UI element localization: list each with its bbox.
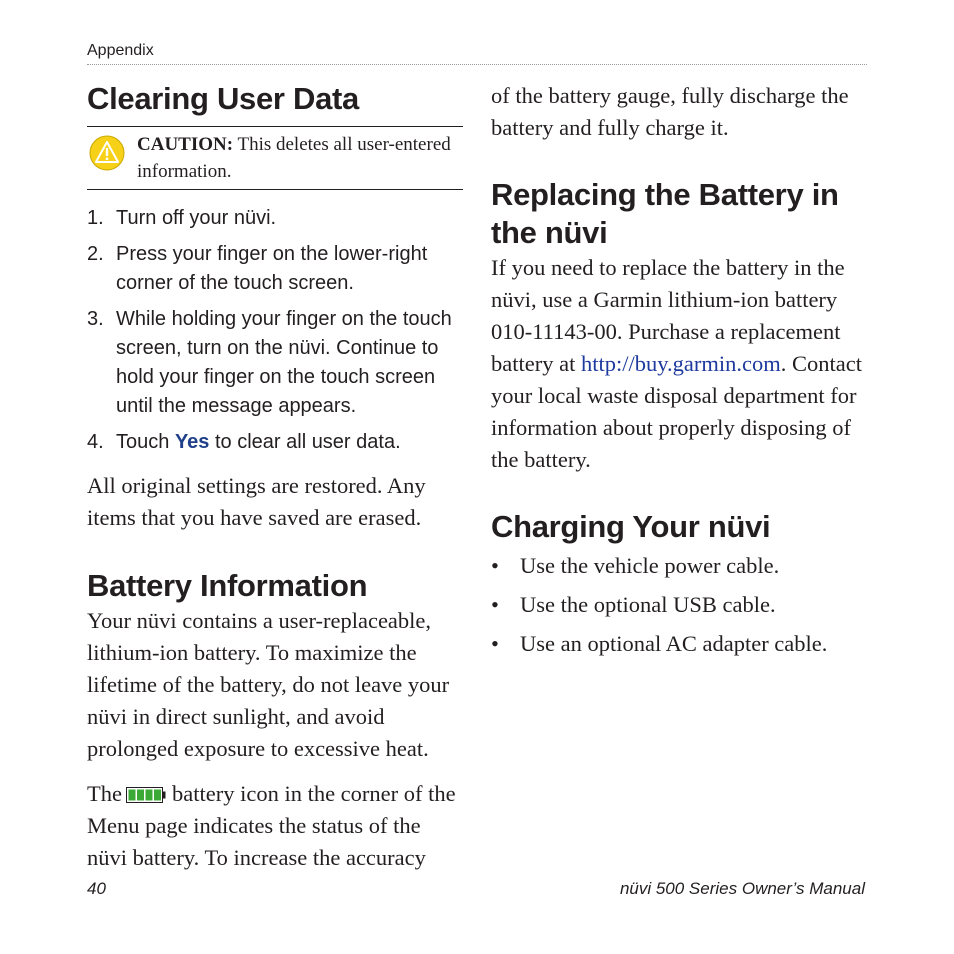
- garmin-buy-link[interactable]: http://buy.garmin.com: [580, 351, 781, 376]
- list-item-text: Use an optional AC adapter cable.: [520, 631, 828, 656]
- list-item: [491, 550, 869, 582]
- charging-heading: Charging Your nüvi: [491, 509, 771, 544]
- step-number: 2.: [87, 243, 104, 265]
- charging-options-list: [491, 550, 869, 660]
- bullet: •: [491, 631, 499, 656]
- clear-data-steps: [87, 204, 463, 457]
- step-text: Press your finger on the lower-right corner of the touch screen.: [116, 243, 428, 294]
- replacing-battery-heading: Replacing the Battery in the nüvi: [491, 177, 839, 250]
- step-text-after: to clear all user data.: [209, 431, 401, 453]
- step-4: [87, 428, 463, 457]
- step-text-before: Touch: [116, 431, 175, 453]
- battery-text-after: battery icon in the corner of the Menu page indicates the status of the nüvi battery. To increase the accuracy: [87, 781, 456, 870]
- battery-information-heading: Battery Information: [87, 568, 368, 603]
- step-number: 1.: [87, 207, 104, 229]
- battery-full-icon: [126, 780, 166, 796]
- list-item: [491, 589, 869, 621]
- header-rule: [87, 64, 867, 65]
- list-item-text: Use the vehicle power cable.: [520, 553, 780, 578]
- replacing-battery-paragraph: [491, 252, 869, 476]
- right-column: [491, 80, 869, 667]
- page-number: 40: [87, 879, 106, 898]
- left-column: [87, 80, 463, 874]
- caution-label: CAUTION:: [137, 134, 234, 155]
- battery-gauge-continuation: of the battery gauge, fully discharge the battery and fully charge it.: [491, 83, 849, 140]
- running-head: Appendix: [87, 42, 154, 59]
- battery-text-before: The: [87, 781, 122, 806]
- yes-keyword: Yes: [174, 431, 210, 453]
- list-item-text: Use the optional USB cable.: [520, 592, 776, 617]
- replacing-text-after: . Contact your local waste disposal department for information about properly disposing of the battery.: [491, 351, 862, 472]
- clearing-result-text: All original settings are restored. Any items that you have saved are erased.: [87, 473, 426, 530]
- battery-info-paragraph: Your nüvi contains a user-replaceable, lithium-ion battery. To maximize the lifetime of the battery, do not leave your nüvi in direct sunlight, and avoid prolonged exposure to excessive heat.: [87, 608, 450, 761]
- step-1: [87, 204, 463, 233]
- replacing-text-before: If you need to replace the battery in the nüvi, use a Garmin lithium-ion battery 010-11143-00. Purchase a replacement battery at: [491, 255, 845, 376]
- bullet: •: [491, 553, 499, 578]
- step-text: Turn off your nüvi.: [116, 207, 277, 229]
- list-item: [491, 628, 869, 660]
- bullet: •: [491, 592, 499, 617]
- step-number: 4.: [87, 431, 104, 453]
- clearing-user-data-heading: Clearing User Data: [87, 81, 359, 116]
- caution-warning-icon: [89, 135, 125, 171]
- caution-text: This deletes all user-entered information.: [137, 134, 451, 182]
- step-number: 3.: [87, 308, 104, 330]
- step-3: [87, 305, 463, 421]
- step-text: While holding your finger on the touch screen, turn on the nüvi. Continue to hold your finger on the touch screen until the message appears.: [116, 308, 452, 417]
- battery-icon-paragraph: [87, 778, 463, 874]
- manual-title: nüvi 500 Series Owner’s Manual: [619, 879, 865, 898]
- caution-box: [87, 126, 463, 190]
- step-2: [87, 240, 463, 298]
